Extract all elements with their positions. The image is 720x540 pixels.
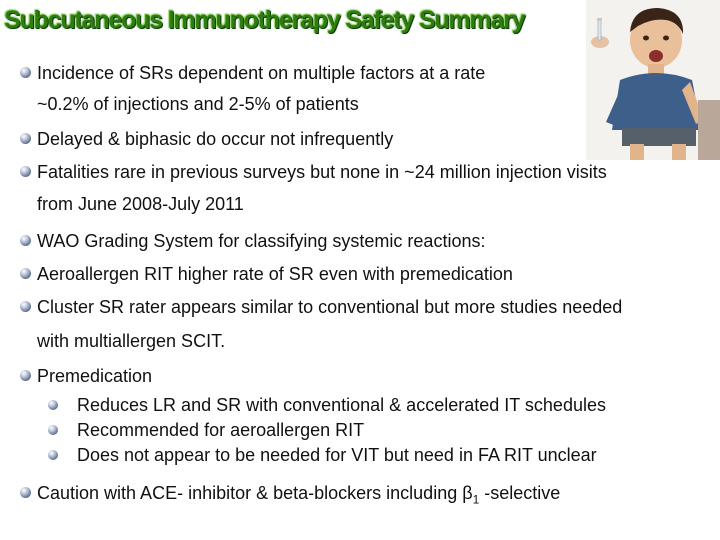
sub-bullet-icon <box>48 425 58 435</box>
bullet-text-continued: with multiallergen SCIT. <box>37 331 226 351</box>
bullet-text: Fatalities rare in previous surveys but none in ~24 million injection visits <box>37 162 607 182</box>
sub-bullet-text: Does not appear to be needed for VIT but need in FA RIT unclear <box>77 445 597 465</box>
bullet-icon <box>20 487 31 498</box>
bullet-text: Incidence of SRs dependent on multiple factors at a rate <box>37 63 486 83</box>
bullet-icon <box>20 268 31 279</box>
sub-bullet-text: Recommended for aeroallergen RIT <box>77 420 365 440</box>
bullet-text: Delayed & biphasic do occur not infrequently <box>37 129 394 149</box>
bullet-text-continued: from June 2008-July 2011 <box>37 194 244 214</box>
bullet-icon <box>20 166 31 177</box>
caution-tail: -selective <box>479 483 561 503</box>
sub-bullet-text: Reduces LR and SR with conventional & accelerated IT schedules <box>77 395 606 415</box>
bullet-icon <box>20 370 31 381</box>
sub-bullet-icon <box>48 400 58 410</box>
bullet-icon <box>20 67 31 78</box>
bullet-text: Cluster SR rater appears similar to conventional but more studies needed <box>37 297 623 317</box>
bullet-text: Premedication <box>37 366 153 386</box>
bullet-text <box>37 481 560 512</box>
bullet-icon <box>20 235 31 246</box>
bullet-text-continued: ~0.2% of injections and 2-5% of patients <box>37 94 359 114</box>
sub-bullet-icon <box>48 450 58 460</box>
bullet-text: Aeroallergen RIT higher rate of SR even with premedication <box>37 264 513 284</box>
slide-title: Subcutaneous Immunotherapy Safety Summary <box>4 6 525 34</box>
bullet-icon <box>20 133 31 144</box>
caution-text: Caution with ACE- inhibitor & beta-blockers including β <box>37 483 473 503</box>
bullet-text: WAO Grading System for classifying systemic reactions: <box>37 231 486 251</box>
beta-subscript: 1 <box>472 492 480 507</box>
bullet-icon <box>20 301 31 312</box>
